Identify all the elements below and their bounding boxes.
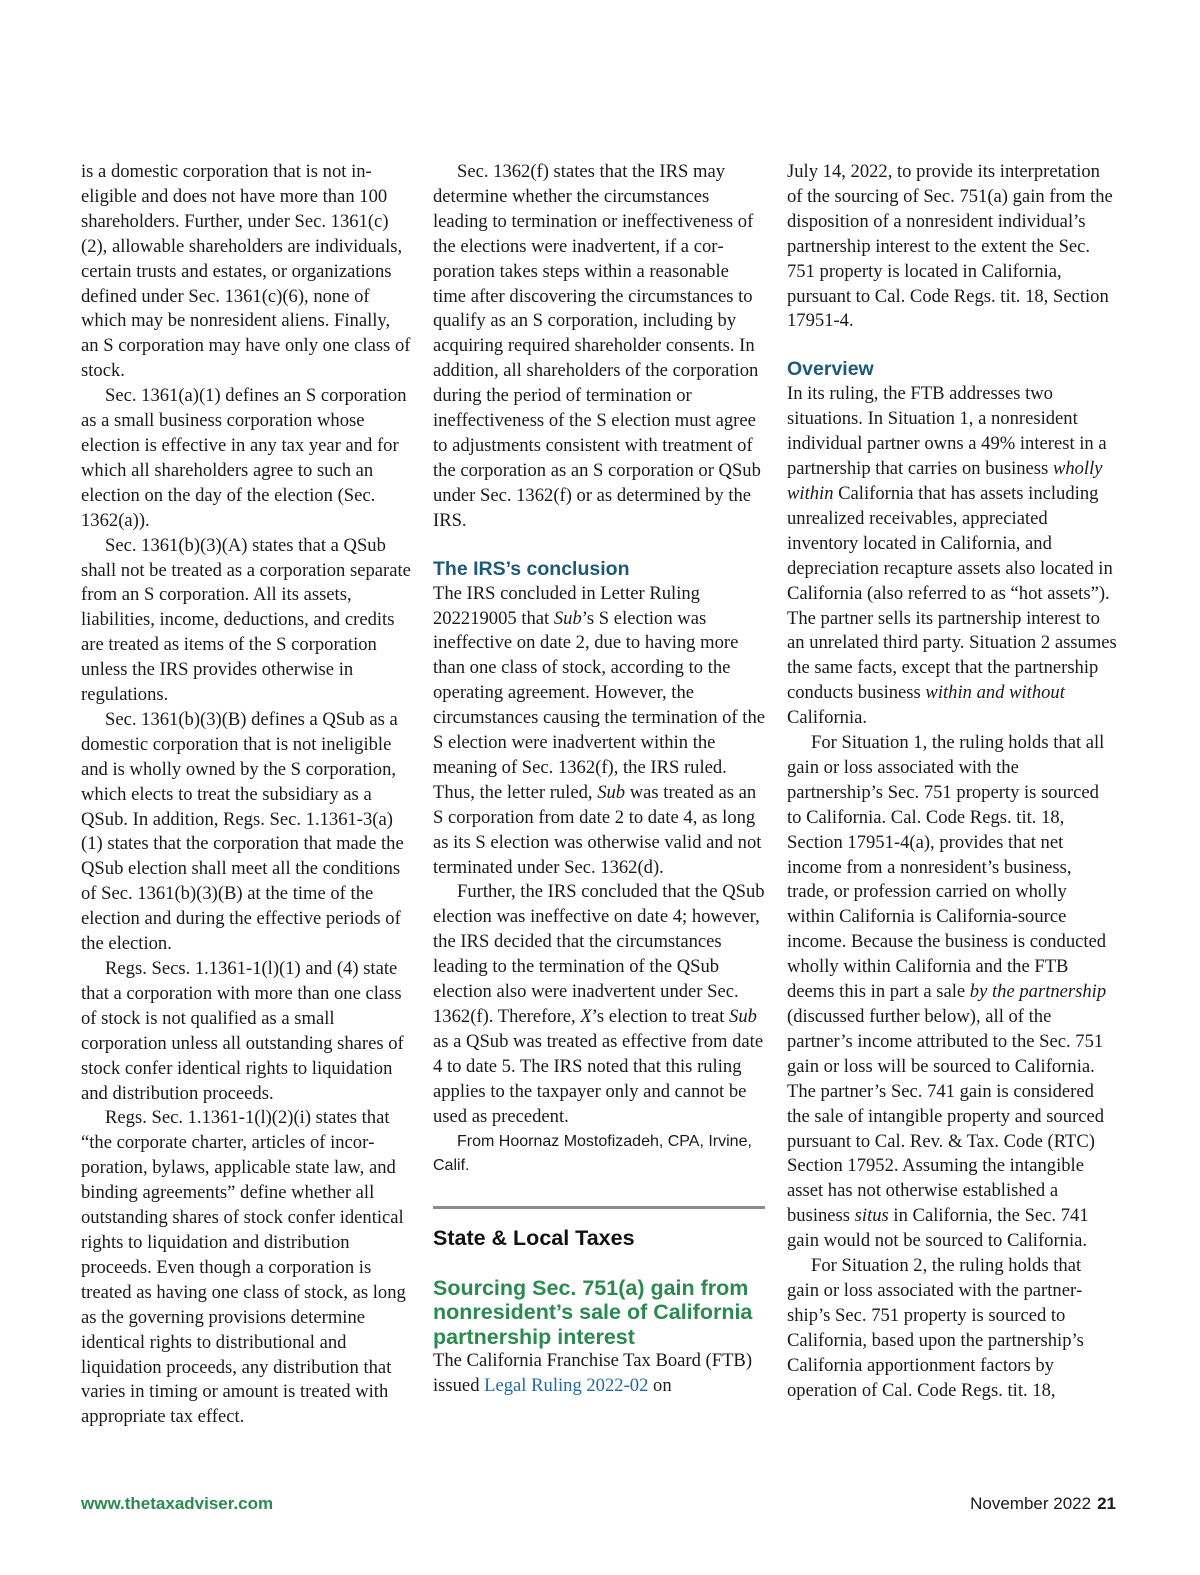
section-divider bbox=[433, 1206, 765, 1209]
paragraph: Regs. Sec. 1.1361-1(l)(2)(i) states that “the corporate charter, articles of incorporation, bylaws, applicable state law, and binding agreements” define whether all outstanding shares of stock confer identical rights to liquidation and distribution proceeds. Even though a corporation is treated as having one class of stock, as long as the governing provisions determine identical rights to distributional and liquidation proceeds, any distribution that varies in timing or amount is treated with appropriate tax effect. bbox=[81, 1107, 406, 1428]
paragraph: In its ruling, the FTB addresses two situations. In Situation 1, a nonresident individual partner owns a 49% interest in a partnership that carries on business wholly within California that has assets including unrealized receivables, appreciated inventory located in California, and depreciation recapture assets also located in California (also referred to as “hot assets”). The partner sells its partnership interest to an unrelated third party. Situation 2 assumes the same facts, except that the partnership conducts business within and without California. bbox=[787, 383, 1117, 729]
paragraph: July 14, 2022, to provide its interpretation of the sourcing of Sec. 751(a) gain from the disposition of a nonresident individual’s partnership interest to the extent the Sec. 751 property is located in California, pursuant to Cal. Code Regs. tit. 18, Section 17951-4. bbox=[787, 161, 1113, 332]
paragraph: Sec. 1361(b)(3)(A) states that a QSub shall not be treated as a corporation separate from an S corporation. All its assets, liabilities, income, deductions, and credits are treated as items of the S corporation unless the IRS provides otherwise in regulations. bbox=[81, 534, 411, 706]
legal-ruling-link[interactable]: Legal Ruling 2022-02 bbox=[484, 1374, 649, 1396]
paragraph: The California Franchise Tax Board (FTB) issued Legal Ruling 2022-02 on bbox=[433, 1350, 753, 1396]
page-number: 21 bbox=[1097, 1494, 1116, 1513]
author-credit: From Hoornaz Mostofizadeh, CPA, Irvine, Calif. bbox=[433, 1132, 752, 1174]
paragraph: Further, the IRS concluded that the QSub election was ineffective on date 4; however, the IRS decided that the circumstances leading to the termination of the QSub election also were inadvertent under Sec. 1362(f). Therefore, X’s election to treat Sub as a QSub was treated as effective from date 4 to date 5. The IRS noted that this ruling applies to the taxpayer only and cannot be used as precedent. bbox=[433, 881, 765, 1127]
section-title: State & Local Taxes bbox=[433, 1225, 635, 1250]
paragraph: The IRS concluded in Letter Ruling 202219005 that Sub’s S election was ineffective on date 2, due to having more than one class of stock, according to the operating agreement. However, the circumstances causing the termination of the S election were inadvertent within the meaning of Sec. 1362(f), the IRS ruled. Thus, the letter ruled, Sub was treated as an S corporation from date 2 to date 4, as long as its S election was otherwise valid and not terminated under Sec. 1362(d). bbox=[433, 582, 765, 878]
paragraph: For Situation 1, the ruling holds that all gain or loss associated with the partnership’s Sec. 751 property is sourced to California. Cal. Code Regs. tit. 18, Section 17951-4(a), provides that net income from a nonresident’s business, trade, or profession carried on wholly within California is California-source income. Because the business is conducted wholly within California and the FTB deems this in part a sale by the partnership (discussed further below), all of the partner’s income attributed to the Sec. 751 gain or loss will be sourced to California. The partner’s Sec. 741 gain is considered the sale of intangible property and sourced pursuant to Cal. Rev. & Tax. Code (RTC) Section 17952. Assuming the intangible asset has not otherwise established a business situs in California, the Sec. 741 gain would not be sourced to California. bbox=[787, 732, 1107, 1252]
paragraph: Sec. 1361(a)(1) defines an S corporation as a small business corporation whose election is effective in any tax year and for which all shareholders agree to such an election on the day of the election (Sec. 1362(a)). bbox=[81, 385, 407, 531]
paragraph: For Situation 2, the ruling holds that gain or loss associated with the partnership’s Sec. 751 property is sourced to California, based upon the partnership’s California apportionment factors by operation of Cal. Code Regs. tit. 18, bbox=[787, 1255, 1084, 1401]
footer-website-link[interactable]: www.thetaxadviser.com bbox=[81, 1494, 274, 1513]
article-title: Sourcing Sec. 751(a) gain from nonresident’s sale of California partnership interest bbox=[433, 1275, 753, 1349]
footer-issue bbox=[970, 1492, 1116, 1516]
subheading-overview: Overview bbox=[787, 358, 874, 381]
paragraph: Sec. 1361(b)(3)(B) defines a QSub as a domestic corporation that is not ineligible and is wholly owned by the S corporation, which elects to treat the subsidiary as a QSub. In addition, Regs. Sec. 1.1361-3(a)(1) states that the corporation that made the QSub election shall meet all the conditions of Sec. 1361(b)(3)(B) at the time of the election and during the effective periods of the election. bbox=[81, 708, 404, 955]
column-2 bbox=[433, 160, 765, 1399]
paragraph: Sec. 1362(f) states that the IRS may determine whether the circumstances leading to termination or ineffectiveness of the elections were inadvertent, if a corporation takes steps within a reasonable time after discovering the circumstances to qualify as an S corporation, including by acquiring required shareholder consents. In addition, all shareholders of the corporation during the period of termination or ineffectiveness of the S election must agree to adjustments consistent with treatment of the corporation as an S corporation or QSub under Sec. 1362(f) or as determined by the IRS. bbox=[433, 161, 761, 531]
column-3 bbox=[787, 160, 1117, 1404]
column-1 bbox=[81, 160, 411, 1430]
subheading-irs-conclusion: The IRS’s conclusion bbox=[433, 557, 630, 580]
paragraph: is a domestic corporation that is not ineligible and does not have more than 100 shareholders. Further, under Sec. 1361(c)(2), allowable shareholders are individuals, certain trusts and estates, or organizations defined under Sec. 1361(c)(6), none of which may be nonresident aliens. Finally, an S corporation may have only one class of stock. bbox=[81, 161, 411, 382]
footer-date: November 2022 bbox=[970, 1494, 1092, 1513]
paragraph: Regs. Secs. 1.1361-1(l)(1) and (4) state that a corporation with more than one class of stock is not qualified as a small corporation unless all outstanding shares of stock confer identical rights to liquidation and distribution proceeds. bbox=[81, 958, 404, 1104]
